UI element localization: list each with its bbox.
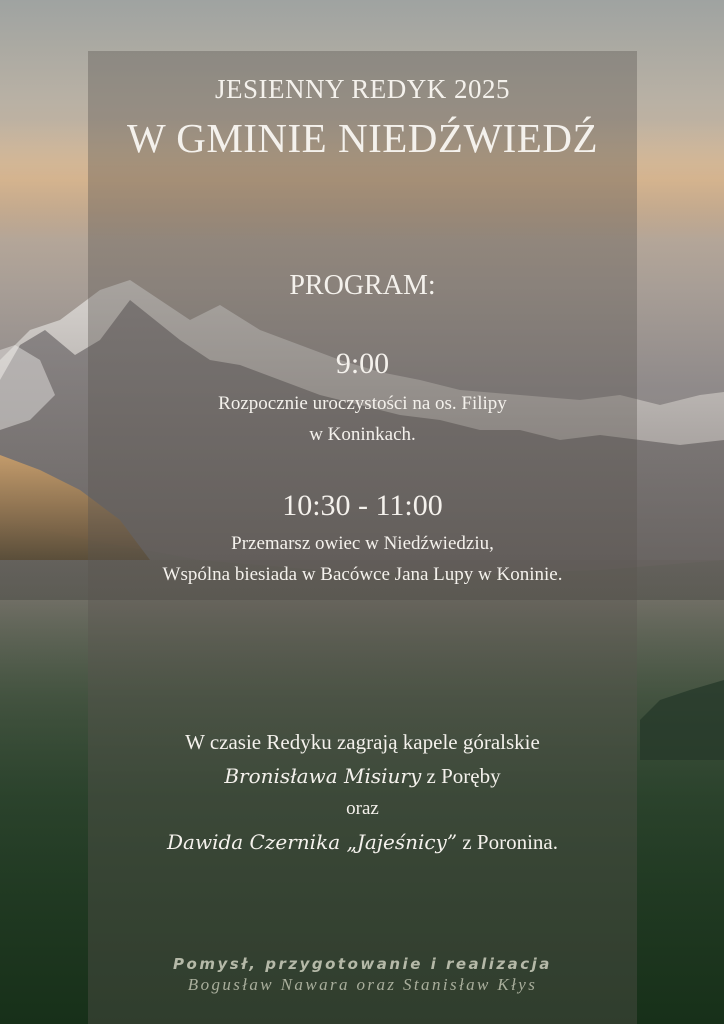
music-band-1 bbox=[88, 764, 637, 789]
band-2-name: Dawida Czernika „Jajeśnicy” bbox=[167, 830, 458, 854]
event-2-time: 10:30 - 11:00 bbox=[282, 489, 443, 522]
band-1-name: Bronisława Misiury bbox=[224, 764, 422, 788]
title-line-2: W GMINIE NIEDŹWIEDŹ bbox=[127, 115, 598, 161]
band-2-origin: z Poronina. bbox=[457, 830, 558, 854]
credits-names: Bogusław Nawara oraz Stanisław Kłys bbox=[187, 975, 538, 994]
event-1-description-line-2: w Koninkach. bbox=[309, 424, 416, 445]
event-2-description-line-2: Wspólna biesiada w Bacówce Jana Lupy w Koninie. bbox=[162, 564, 563, 585]
program-heading: PROGRAM: bbox=[289, 270, 436, 301]
event-1-time: 9:00 bbox=[335, 347, 390, 380]
event-1-description-line-1: Rozpocznie uroczystości na os. Filipy bbox=[218, 393, 507, 414]
credits-heading: Pomysł, przygotowanie i realizacja bbox=[173, 955, 552, 973]
music-connector: oraz bbox=[346, 798, 379, 819]
music-band-2 bbox=[88, 830, 637, 855]
title-line-1: JESIENNY REDYK 2025 bbox=[215, 74, 510, 104]
band-1-origin: z Poręby bbox=[421, 764, 501, 788]
event-2-description-line-1: Przemarsz owiec w Niedźwiedziu, bbox=[231, 533, 494, 554]
music-intro: W czasie Redyku zagrają kapele góralskie bbox=[185, 730, 540, 754]
